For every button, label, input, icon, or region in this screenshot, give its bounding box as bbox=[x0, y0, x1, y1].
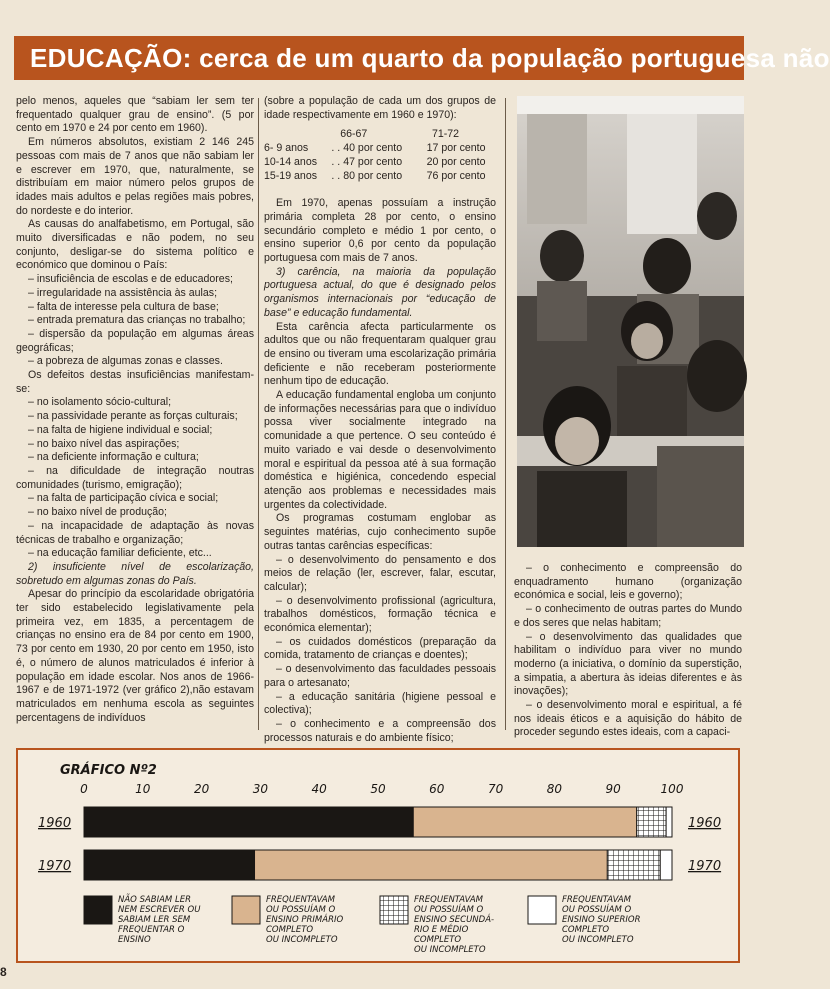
bar-segment bbox=[84, 807, 413, 837]
paragraph: Os programas costumam englobar as seguintes matérias, cujo conhecimento supõe outras tantas carências específicas: bbox=[264, 512, 496, 552]
bar-segment bbox=[637, 807, 666, 837]
legend-label: COMPLETO bbox=[414, 935, 462, 945]
stats-header bbox=[264, 128, 496, 142]
legend-label: SABIAM LER SEM bbox=[118, 915, 191, 925]
list-item: – o conhecimento de outras partes do Mundo e dos seres que nelas habitam; bbox=[514, 603, 742, 629]
classroom-photo bbox=[517, 96, 744, 547]
list-item: – dispersão da população em algumas áreas geográficas; bbox=[16, 327, 254, 354]
paragraph: Esta carência afecta particularmente os adultos que ou não frequentaram qualquer grau de ensino ou tiveram uma escolarização primária deficiente e não receberam posteriormente nenhum tipo de educação. bbox=[264, 320, 496, 388]
legend-label: COMPLETO bbox=[266, 925, 314, 935]
legend-label: NÃO SABIAM LER bbox=[118, 895, 191, 905]
category-label-right: 1970 bbox=[688, 859, 722, 874]
legend-label: OU POSSUÍAM O bbox=[414, 905, 484, 915]
list-item: – o conhecimento e a compreensão dos processos naturais e do ambiente físico; bbox=[264, 717, 496, 744]
legend-swatch bbox=[380, 896, 408, 924]
bar-segment bbox=[84, 850, 255, 880]
legend-label: COMPLETO bbox=[562, 925, 610, 935]
section-heading: 3) carência, na maioria da população portuguesa actual, do que é designado pelos organismos internacionais por “educação de base” e educação fundamental. bbox=[264, 265, 496, 319]
legend-label: FREQUENTAVAM bbox=[414, 895, 483, 905]
tick-label: 50 bbox=[370, 782, 386, 796]
list-item: – a pobreza de algumas zonas e classes. bbox=[28, 355, 223, 368]
legend-label: OU INCOMPLETO bbox=[414, 945, 486, 955]
column-divider bbox=[258, 98, 259, 730]
paragraph: Os defeitos destas insuficiências manifestam-se: bbox=[16, 369, 254, 395]
list-item: – os cuidados domésticos (preparação da comida, tratamento de crianças e doentes); bbox=[264, 635, 496, 662]
legend-label: FREQUENTAR O bbox=[118, 925, 185, 935]
paragraph: (sobre a população de cada um dos grupos de idade respectivamente em 1960 e 1970): bbox=[264, 95, 496, 121]
tick-label: 20 bbox=[193, 782, 210, 796]
legend-label: ENSINO PRIMÁRIO bbox=[266, 915, 344, 925]
paragraph: Em 1970, apenas possuíam a instrução primária completa 28 por cento, o ensino secundário completo e médio 1 por cento, o ensino superior 0,6 por cento da população portuguesa com mais de 7 anos. bbox=[264, 197, 496, 265]
classroom-photo-illustration bbox=[517, 96, 744, 547]
section-heading: 2) insuficiente nível de escolarização, sobretudo em algumas zonas do País. bbox=[16, 560, 254, 587]
tick-label: 60 bbox=[429, 782, 445, 796]
column-divider bbox=[505, 98, 506, 730]
text-column-1 bbox=[16, 95, 254, 725]
stats-row: 6- 9 anos . . 40 por cento 17 por cento bbox=[264, 142, 486, 155]
legend-swatch bbox=[232, 896, 260, 924]
tick-label: 30 bbox=[252, 782, 269, 796]
list-item: – na falta de participação cívica e social; bbox=[28, 492, 219, 505]
legend-label: FREQUENTAVAM bbox=[562, 895, 631, 905]
text-column-2 bbox=[264, 95, 496, 745]
tick-label: 90 bbox=[605, 782, 621, 796]
list-item: – falta de interesse pela cultura de base; bbox=[28, 300, 219, 313]
list-item: – o desenvolvimento profissional (agricultura, trabalhos domésticos, formação técnica e económica elementar); bbox=[264, 594, 496, 635]
list-item: – na falta de higiene individual e social; bbox=[28, 423, 213, 436]
text-column-3 bbox=[514, 562, 742, 740]
bar-segment bbox=[255, 850, 608, 880]
list-item: – na dificuldade de integração noutras comunidades (turismo, emigração); bbox=[16, 464, 254, 491]
stats-row: 10-14 anos . . 47 por cento 20 por cento bbox=[264, 155, 486, 168]
list-item: – na passividade perante as forças culturais; bbox=[28, 410, 238, 423]
bar-segment bbox=[607, 850, 660, 880]
paragraph: A educação fundamental engloba um conjunto de informações necessárias para que o indivíduo possa viver socialmente integrado na comunidade a que pertence. O seu conteúdo é muito variado e vai desde o desenvolvimento moral e espiritual da pessoa até à sua formação doméstica e higiénica, concedendo especial atenção aos problemas e necessidades mais urgentes da colectividade. bbox=[264, 389, 496, 511]
legend-label: RIO E MÉDIO bbox=[414, 925, 469, 935]
bar-segment bbox=[666, 807, 672, 837]
legend-label: FREQUENTAVAM bbox=[266, 895, 335, 905]
list-item: – o desenvolvimento das qualidades que habilitam o indivíduo para viver no mundo moderno (a iniciativa, o domínio da superstição, a simpatia, a abertura às ideias diferentes e às inovações); bbox=[514, 630, 742, 698]
paragraph: Apesar do princípio da escolaridade obrigatória ter sido estabelecido legislativamente pela primeira vez, em 1835, a percentagem de crianças no ensino era de 84 por cento em 1900, 73 por cento em 1930, 20 por cento em 1950, isto é, o número de alunos matriculados é inferior à população em idade escolar. Nos anos de 1966-1967 e de 1971-1972 (ver gráfico 2),não estavam matriculados em nenhuma escola as seguintes percentagens de indivíduos bbox=[16, 588, 254, 724]
legend-label: ENSINO SECUNDÁ- bbox=[414, 915, 495, 925]
paragraph: As causas do analfabetismo, em Portugal, são muito diversificadas e não podem, no seu conjunto, desligar-se do sistema político e económico que dominou o País: bbox=[16, 218, 254, 272]
list-item: – insuficiência de escolas e de educadores; bbox=[28, 273, 233, 286]
tick-label: 70 bbox=[487, 782, 504, 796]
legend-swatch bbox=[528, 896, 556, 924]
stats-year-1: 66-67 bbox=[340, 128, 368, 141]
legend-label: ENSINO bbox=[118, 935, 151, 945]
legend-label: OU POSSUÍAM O bbox=[562, 905, 632, 915]
legend-label: OU POSSUÍAM O bbox=[266, 905, 336, 915]
list-item: – no baixo nível das aspirações; bbox=[28, 437, 180, 450]
tick-label: 0 bbox=[80, 782, 88, 796]
legend-label: NEM ESCREVER OU bbox=[118, 905, 201, 915]
legend-label: OU INCOMPLETO bbox=[562, 935, 634, 945]
category-label-left: 1970 bbox=[38, 859, 72, 874]
list-item: – o desenvolvimento moral e espiritual, a fé nos ideais éticos e a aquisição do hábito de proceder segundo estes ideais, com a capaci- bbox=[514, 699, 742, 739]
legend-swatch bbox=[84, 896, 112, 924]
list-item: – a educação sanitária (higiene pessoal e colectiva); bbox=[264, 690, 496, 717]
category-label-left: 1960 bbox=[38, 816, 72, 831]
list-item: – no baixo nível de produção; bbox=[28, 506, 167, 519]
list-item: – na incapacidade de adaptação às novas técnicas de trabalho e organização; bbox=[16, 519, 254, 546]
tick-label: 80 bbox=[546, 782, 563, 796]
list-item: – na deficiente informação e cultura; bbox=[28, 451, 199, 464]
chart-figure bbox=[16, 748, 740, 963]
page-number: 8 bbox=[0, 965, 7, 979]
list-item: – entrada prematura das crianças no trabalho; bbox=[28, 314, 246, 327]
list-item: – o conhecimento e compreensão do enquadramento humano (organização económica e social, leis e governo); bbox=[514, 562, 742, 602]
bar-segment bbox=[413, 807, 636, 837]
stats-row: 15-19 anos . . 80 por cento 76 por cento bbox=[264, 169, 486, 182]
paragraph: Em números absolutos, existiam 2 146 245 pessoas com mais de 7 anos que não sabiam ler e escrever em 1970, que, naturalmente, se distribuíam em maior número pelos grupos de idades mais adultos e pelas regiões mais pobres, do nordeste e do interior. bbox=[16, 136, 254, 217]
category-label-right: 1960 bbox=[688, 816, 722, 831]
legend-label: ENSINO SUPERIOR bbox=[562, 915, 641, 925]
list-item: – o desenvolvimento das faculdades pessoais para o artesanato; bbox=[264, 663, 496, 689]
list-item: – no isolamento sócio-cultural; bbox=[28, 396, 172, 409]
list-item: – o desenvolvimento do pensamento e dos meios de relação (ler, escrever, falar, escutar, calcular); bbox=[264, 553, 496, 593]
tick-label: 40 bbox=[311, 782, 327, 796]
chart-title: GRÁFICO Nº2 bbox=[60, 763, 157, 778]
list-item: – irregularidade na assistência às aulas; bbox=[28, 286, 218, 299]
stacked-bar-chart bbox=[18, 750, 738, 961]
article-title: EDUCAÇÃO: cerca de um quarto da população portuguesa não bbox=[14, 36, 744, 80]
tick-label: 10 bbox=[135, 782, 151, 796]
stats-year-2: 71-72 bbox=[431, 128, 460, 141]
list-item: – na educação familiar deficiente, etc... bbox=[28, 547, 212, 560]
paragraph: pelo menos, aqueles que “sabiam ler sem ter frequentado qualquer grau de ensino”. (5 por cento em 1970 e 24 por cento em 1960). bbox=[16, 95, 254, 135]
bar-segment bbox=[660, 850, 672, 880]
legend-label: OU INCOMPLETO bbox=[266, 935, 338, 945]
tick-label: 100 bbox=[660, 782, 684, 796]
